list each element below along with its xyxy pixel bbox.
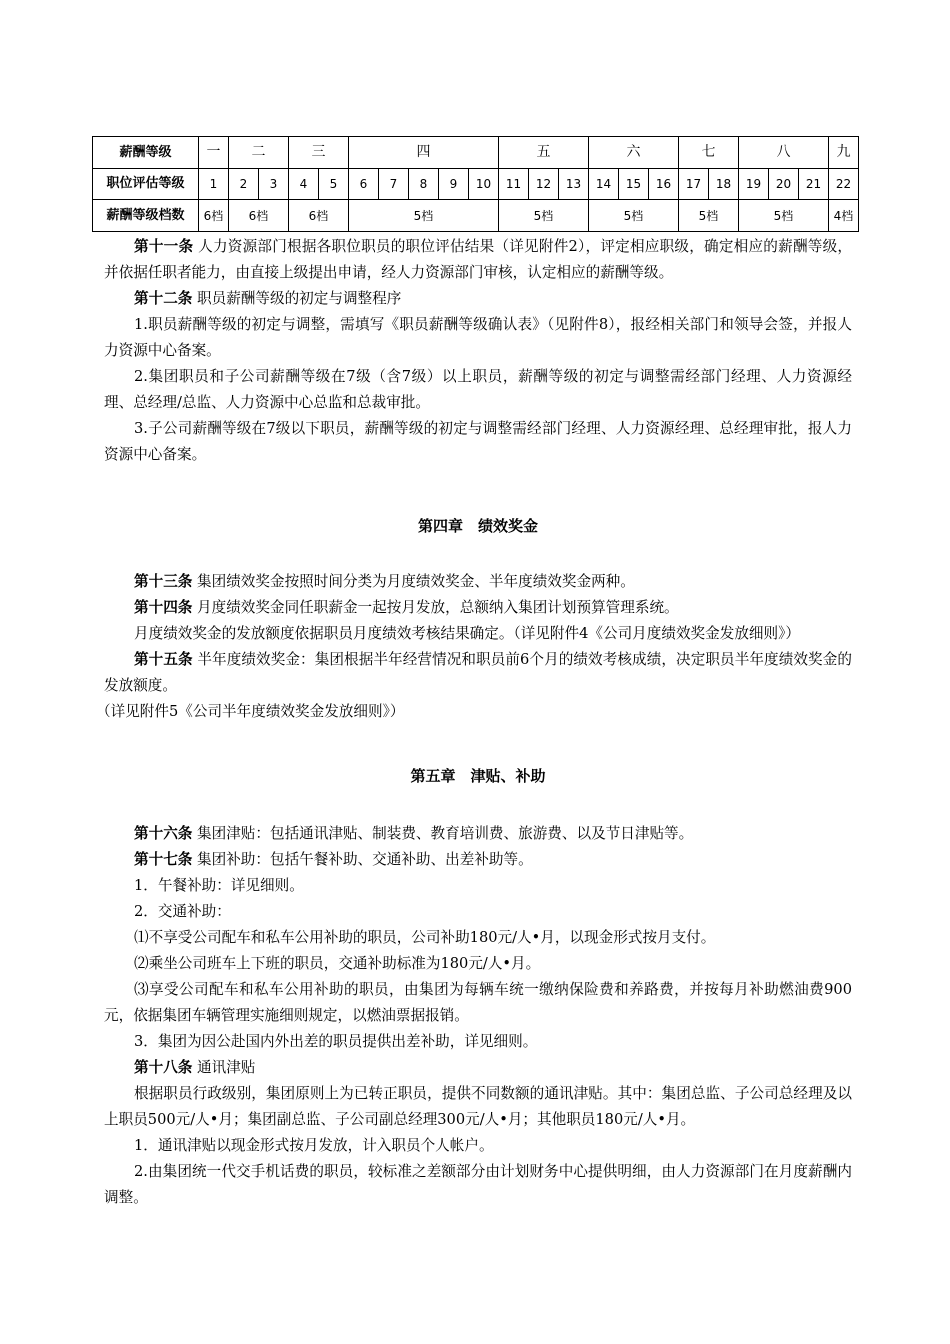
list-item: ⑵乘坐公司班车上下班的职员，交通补助标准为180元/人•月。: [134, 955, 541, 972]
document-body: [96, 234, 852, 1211]
table-cell: 四: [349, 137, 499, 169]
table-cell: 六: [589, 137, 679, 169]
article-number: 第十八条: [134, 1059, 193, 1076]
table-cell: 17: [679, 168, 709, 200]
table-cell: 5档: [739, 200, 829, 232]
article-text: 月度绩效奖金同任职薪金一起按月发放，总额纳入集团计划预算管理系统。: [192, 599, 679, 616]
article-13: [104, 569, 852, 595]
article-17: [104, 847, 852, 873]
article-text: 人力资源部门根据各职位职员的职位评估结果（详见附件2），评定相应职级，确定相应的薪酬等级，并依据任职者能力，由直接上级提出申请，经人力资源部门审核，认定相应的薪酬等级。: [104, 238, 852, 281]
article-15: [104, 647, 852, 699]
table-cell: 22: [829, 168, 859, 200]
article-text: 集团绩效奖金按照时间分类为月度绩效奖金、半年度绩效奖金两种。: [192, 573, 635, 590]
table-cell: 3: [259, 168, 289, 200]
article-number: 第十一条: [134, 238, 194, 255]
table-cell: 4: [289, 168, 319, 200]
salary-grade-table: [92, 136, 859, 232]
table-cell: 一: [199, 137, 229, 169]
list-item: ⑶享受公司配车和私车公用补助的职员，由集团为每辆车统一缴纳保险费和养路费，并按每月补助燃油费900元，依据集团车辆管理实施细则规定，以燃油票据报销。: [104, 981, 852, 1024]
table-cell: 5: [319, 168, 349, 200]
article-12: [104, 286, 852, 312]
list-item: 1.职员薪酬等级的初定与调整，需填写《职员薪酬等级确认表》（见附件8），报经相关部门和领导会签，并报人力资源中心备案。: [104, 316, 852, 359]
table-cell: 10: [469, 168, 499, 200]
chapter-heading: 第五章 津贴、补助: [410, 767, 546, 785]
article-number: 第十三条: [134, 573, 193, 590]
table-cell: 6档: [199, 200, 229, 232]
table-cell: 16: [649, 168, 679, 200]
table-cell: 7: [379, 168, 409, 200]
list-item: 3．集团为因公赴国内外出差的职员提供出差补助，详见细则。: [134, 1033, 538, 1050]
table-cell: 18: [709, 168, 739, 200]
table-cell: 21: [799, 168, 829, 200]
article-number: 第十七条: [134, 851, 193, 868]
table-row: [93, 168, 859, 200]
table-row: [93, 137, 859, 169]
table-cell: 19: [739, 168, 769, 200]
table-cell: 5档: [679, 200, 739, 232]
list-item: 2.由集团统一代交手机话费的职员，较标准之差额部分由计划财务中心提供明细，由人力资源部门在月度薪酬内调整。: [104, 1163, 852, 1206]
table-cell: 八: [739, 137, 829, 169]
table-row-label: 职位评估等级: [93, 168, 199, 200]
table-cell: 9: [439, 168, 469, 200]
article-text: 半年度绩效奖金：集团根据半年经营情况和职员前6个月的绩效考核成绩，决定职员半年度绩效奖金的发放额度。: [104, 651, 852, 694]
table-cell: 12: [529, 168, 559, 200]
paragraph: （详见附件5《公司半年度绩效奖金发放细则》）: [96, 703, 405, 720]
table-cell: 6档: [289, 200, 349, 232]
article-text: 职员薪酬等级的初定与调整程序: [192, 290, 402, 307]
list-item: 1．通讯津贴以现金形式按月发放，计入职员个人帐户。: [134, 1137, 494, 1154]
list-item: 2．交通补助：: [134, 903, 231, 920]
table-cell: 5档: [499, 200, 589, 232]
table-cell: 三: [289, 137, 349, 169]
article-11: [104, 234, 852, 286]
chapter-heading: 第四章 绩效奖金: [417, 517, 538, 535]
article-14: [104, 595, 852, 621]
table-cell: 20: [769, 168, 799, 200]
table-cell: 6: [349, 168, 379, 200]
table-cell: 11: [499, 168, 529, 200]
article-number: 第十二条: [134, 290, 193, 307]
table-cell: 8: [409, 168, 439, 200]
article-number: 第十六条: [134, 825, 193, 842]
article-16: [104, 821, 852, 847]
article-text: 集团津贴：包括通讯津贴、制装费、教育培训费、旅游费、以及节日津贴等。: [192, 825, 694, 842]
list-item: 1．午餐补助：详见细则。: [134, 877, 304, 894]
list-item: 2.集团职员和子公司薪酬等级在7级（含7级）以上职员，薪酬等级的初定与调整需经部门经理、人力资源经理、总经理/总监、人力资源中心总监和总裁审批。: [104, 368, 852, 411]
table-row: [93, 200, 859, 232]
table-cell: 15: [619, 168, 649, 200]
table-row-label: 薪酬等级档数: [93, 200, 199, 232]
paragraph: 月度绩效奖金的发放额度依据职员月度绩效考核结果确定。（详见附件4《公司月度绩效奖金发放细则》）: [134, 625, 801, 642]
article-text: 通讯津贴: [192, 1059, 256, 1076]
table-cell: 五: [499, 137, 589, 169]
table-cell: 二: [229, 137, 289, 169]
paragraph: 根据职员行政级别，集团原则上为已转正职员，提供不同数额的通讯津贴。其中：集团总监、子公司总经理及以上职员500元/人•月；集团副总监、子公司副总经理300元/人•月；其他职员180元/人•月。: [104, 1085, 852, 1128]
table-row-label: 薪酬等级: [93, 137, 199, 169]
list-item: ⑴不享受公司配车和私车公用补助的职员，公司补助180元/人•月，以现金形式按月支付。: [134, 929, 716, 946]
table-cell: 2: [229, 168, 259, 200]
article-18: [104, 1055, 852, 1081]
table-cell: 5档: [349, 200, 499, 232]
table-cell: 4档: [829, 200, 859, 232]
article-text: 集团补助：包括午餐补助、交通补助、出差补助等。: [192, 851, 533, 868]
table-cell: 七: [679, 137, 739, 169]
table-cell: 6档: [229, 200, 289, 232]
table-cell: 5档: [589, 200, 679, 232]
article-number: 第十四条: [134, 599, 193, 616]
table-cell: 1: [199, 168, 229, 200]
article-number: 第十五条: [134, 651, 193, 668]
table-cell: 13: [559, 168, 589, 200]
list-item: 3.子公司薪酬等级在7级以下职员，薪酬等级的初定与调整需经部门经理、人力资源经理、总经理审批，报人力资源中心备案。: [104, 420, 852, 463]
table-cell: 14: [589, 168, 619, 200]
table-cell: 九: [829, 137, 859, 169]
